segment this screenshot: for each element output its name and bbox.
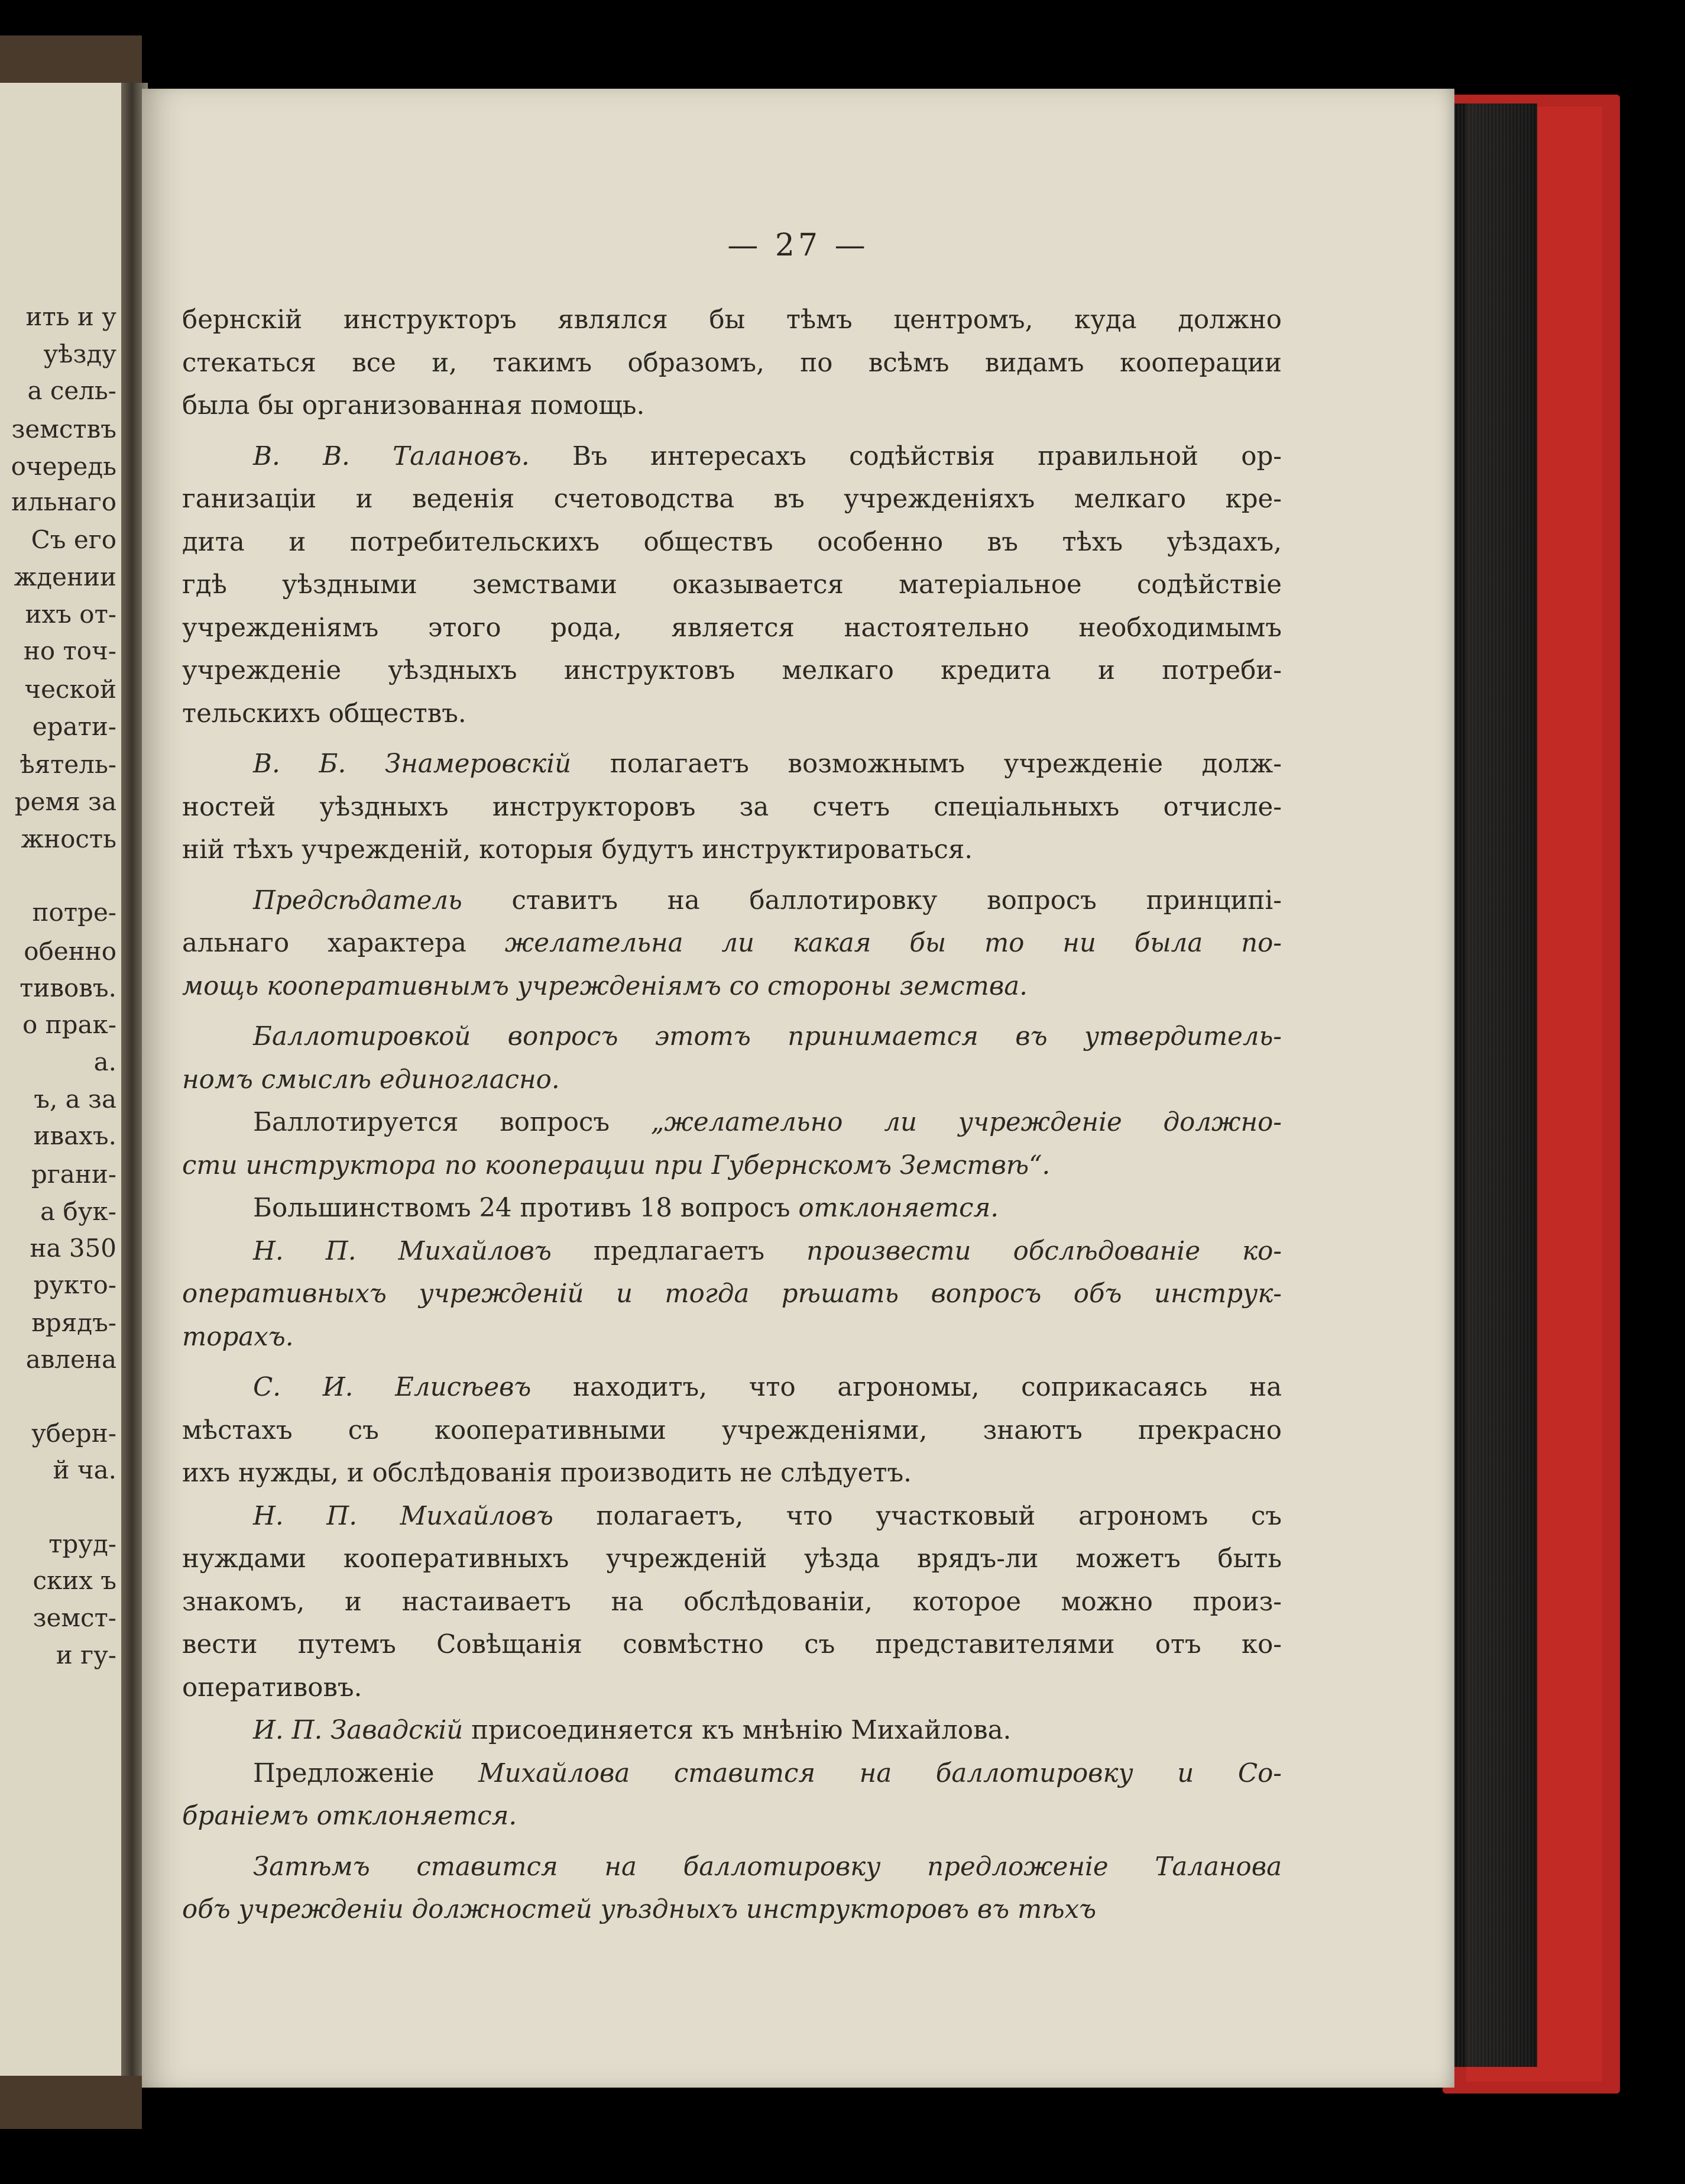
text-line	[182, 435, 1282, 478]
roman-text: присоединяется къ мнѣнію Михайлова.	[463, 1716, 1012, 1745]
facing-page-line: о прак-	[22, 1010, 116, 1039]
roman-text: ихъ нужды, и обслѣдованія производить не слѣдуетъ.	[182, 1458, 912, 1488]
italic-text: номъ смыслѣ единогласно.	[182, 1065, 560, 1095]
facing-page-line: Съ его	[31, 525, 116, 554]
paragraph-p5	[182, 1008, 1282, 1101]
roman-text: ній тѣхъ учрежденій, которыя будутъ инструктироваться.	[182, 835, 973, 865]
roman-text: вести путемъ Совѣщанія совмѣстно съ представителями отъ ко-	[182, 1630, 1282, 1659]
paragraph-gap	[182, 1358, 1282, 1366]
italic-text: Н. П. Михайловъ	[253, 1236, 552, 1266]
text-line	[182, 1888, 1282, 1931]
italic-text: И. П. Завадскій	[253, 1716, 464, 1745]
facing-page-line: ѣятель-	[20, 750, 116, 779]
italic-text: сти инструктора по кооперации при Губернскомъ Земствѣ“.	[182, 1150, 1051, 1180]
text-line	[182, 1144, 1282, 1188]
roman-text: альнаго характера	[182, 928, 505, 958]
roman-text: ставитъ на баллотировку вопросъ принципі-	[462, 885, 1282, 915]
text-line	[182, 693, 1282, 736]
text-line	[182, 521, 1282, 564]
text-line	[182, 649, 1282, 693]
text-line	[182, 965, 1282, 1008]
page-body-text	[182, 299, 1282, 1931]
facing-page-line: обенно	[24, 937, 116, 966]
text-line	[182, 607, 1282, 650]
roman-text: находитъ, что агрономы, соприкасаясь на	[531, 1373, 1282, 1402]
facing-page-line: и гу-	[56, 1641, 116, 1669]
facing-page-line: жность	[21, 824, 116, 853]
italic-text: Предсѣдатель	[253, 885, 462, 915]
text-line	[182, 743, 1282, 786]
book-page	[142, 89, 1454, 2088]
facing-page-line: ждении	[14, 562, 116, 591]
facing-page-line: труд-	[48, 1529, 116, 1558]
facing-page-line: a.	[93, 1047, 116, 1076]
page-edges-highlight	[1466, 103, 1531, 2067]
text-line	[182, 1581, 1282, 1624]
facing-page-line: рукто-	[33, 1270, 116, 1299]
facing-page-line: ческой	[24, 675, 116, 704]
italic-text: торахъ.	[182, 1322, 294, 1352]
facing-page-line: ильнаго	[11, 487, 116, 516]
roman-text: учрежденіямъ этого рода, является настоятельно необходимымъ	[182, 613, 1282, 643]
text-line	[182, 922, 1282, 965]
facing-page-line: ивахъ.	[33, 1121, 116, 1150]
italic-text: мощь кооперативнымъ учрежденіямъ со стороны земства.	[182, 971, 1028, 1001]
paragraph-p3	[182, 735, 1282, 872]
text-line	[182, 1015, 1282, 1059]
text-line	[182, 1273, 1282, 1316]
roman-text: полагаетъ возможнымъ учрежденіе долж-	[571, 749, 1282, 779]
italic-text: отклоняется.	[798, 1193, 999, 1223]
facing-page-line: очередь	[11, 452, 116, 481]
text-line	[182, 1795, 1282, 1838]
roman-text: предлагаетъ	[551, 1236, 807, 1266]
text-line	[182, 564, 1282, 607]
roman-text: тельскихъ обществъ.	[182, 698, 466, 729]
roman-text: была бы организованная помощь.	[182, 391, 645, 420]
text-line	[182, 829, 1282, 872]
roman-text: дита и потребительскихъ обществъ особенно въ тѣхъ уѣздахъ,	[182, 527, 1282, 557]
facing-page-line: а бук-	[40, 1197, 116, 1226]
paragraph-p7	[182, 1187, 1282, 1230]
facing-page-line: уберн-	[31, 1419, 116, 1448]
italic-text: Баллотировкой вопросъ этотъ принимается въ утвердитель-	[253, 1022, 1282, 1051]
facing-page-line: ремя за	[14, 787, 116, 816]
text-line	[182, 1667, 1282, 1710]
text-line	[182, 478, 1282, 521]
facing-page-line: авлена	[25, 1345, 116, 1374]
italic-text: В. Б. Знамеровскій	[253, 749, 572, 779]
roman-text: бернскій инструкторъ являлся бы тѣмъ центромъ, куда должно	[182, 305, 1282, 335]
paragraph-p9	[182, 1358, 1282, 1495]
paragraph-p1	[182, 299, 1282, 428]
facing-page-line: на 350	[30, 1234, 116, 1263]
facing-page-line: а сель-	[27, 376, 116, 405]
text-line	[182, 1752, 1282, 1795]
facing-page-line: врядъ-	[31, 1308, 116, 1337]
facing-page-line: ъ, а за	[34, 1085, 116, 1114]
facing-page-line: ить и у	[25, 302, 116, 331]
roman-text: ганизаціи и веденія счетоводства въ учрежденіяхъ мелкаго кре-	[182, 484, 1282, 514]
italic-text: объ учрежденіи должностей уѣздныхъ инструкторовъ въ тѣхъ	[182, 1895, 1097, 1924]
text-line	[182, 1623, 1282, 1667]
facing-page-line: ерати-	[32, 712, 116, 741]
italic-text: С. И. Елисѣевъ	[253, 1373, 532, 1402]
facing-page-line: но точ-	[23, 636, 116, 665]
roman-text: стекаться все и, такимъ образомъ, по всѣмъ видамъ кооперации	[182, 348, 1282, 378]
italic-text: произвести обслѣдованіе ко-	[806, 1236, 1282, 1266]
paragraph-p13	[182, 1838, 1282, 1931]
text-line	[182, 1846, 1282, 1889]
paragraph-p6	[182, 1101, 1282, 1187]
roman-text: полагаетъ, что участковый агрономъ съ	[553, 1501, 1282, 1531]
facing-page-left	[0, 83, 133, 2076]
facing-page-line: потре-	[32, 898, 116, 927]
roman-text: оперативовъ.	[182, 1672, 362, 1703]
text-line	[182, 1366, 1282, 1409]
italic-text: оперативныхъ учрежденій и тогда рѣшать вопросъ объ инструк-	[182, 1279, 1282, 1309]
facing-page-line: тивовъ.	[20, 973, 116, 1002]
paragraph-gap	[182, 1838, 1282, 1846]
italic-text: В. В. Талановъ.	[253, 441, 530, 471]
text-line	[182, 1316, 1282, 1359]
roman-text: гдѣ уѣздными земствами оказывается матеріальное содѣйствіе	[182, 570, 1282, 600]
italic-text: Затѣмъ ставится на баллотировку предложеніе Таланова	[253, 1852, 1282, 1882]
text-line	[182, 786, 1282, 829]
facing-page-line: ихъ от-	[25, 600, 116, 629]
text-line	[182, 1495, 1282, 1538]
roman-text: учрежденіе уѣздныхъ инструктовъ мелкаго кредита и потреби-	[182, 656, 1282, 685]
facing-page-line: уѣзду	[43, 339, 116, 368]
paragraph-p4	[182, 872, 1282, 1008]
roman-text: Баллотируется вопросъ	[253, 1108, 651, 1137]
facing-page-line: й ча.	[53, 1455, 116, 1484]
text-line	[182, 299, 1282, 342]
italic-text: „желательно ли учрежденіе должно-	[650, 1108, 1282, 1137]
roman-text: ностей уѣздныхъ инструкторовъ за счетъ спеціальныхъ отчисле-	[182, 792, 1282, 822]
page-number: — 27 —	[727, 228, 869, 263]
italic-text: желательна ли какая бы то ни была по-	[504, 928, 1282, 958]
facing-page-line: земст-	[33, 1603, 116, 1632]
text-line	[182, 1452, 1282, 1495]
paragraph-gap	[182, 1008, 1282, 1015]
paragraph-p11	[182, 1709, 1282, 1752]
paragraph-gap	[182, 872, 1282, 879]
text-line	[182, 1409, 1282, 1452]
facing-page-line: ргани-	[31, 1160, 116, 1189]
roman-text: мѣстахъ съ кооперативными учрежденіями, знаютъ прекрасно	[182, 1415, 1282, 1445]
roman-text: Въ интересахъ содѣйствія правильной ор-	[529, 441, 1282, 471]
text-line	[182, 342, 1282, 385]
text-line	[182, 1101, 1282, 1144]
roman-text: нуждами кооперативныхъ учрежденій уѣзда врядъ-ли можетъ быть	[182, 1544, 1282, 1574]
paragraph-p12	[182, 1752, 1282, 1838]
italic-text: браніемъ отклоняется.	[182, 1801, 517, 1831]
text-line	[182, 1059, 1282, 1102]
roman-text: Большинствомъ 24 противъ 18 вопросъ	[253, 1193, 799, 1223]
paragraph-gap	[182, 735, 1282, 743]
facing-page-line: земствъ	[11, 415, 116, 444]
paragraph-p8	[182, 1230, 1282, 1359]
facing-page-line: ских ъ	[33, 1566, 116, 1595]
roman-text: знакомъ, и настаиваетъ на обслѣдованіи, которое можно произ-	[182, 1587, 1282, 1617]
paragraph-p2	[182, 428, 1282, 736]
text-line	[182, 1709, 1282, 1752]
roman-text: Предложеніе	[253, 1758, 479, 1788]
italic-text: Н. П. Михайловъ	[253, 1501, 553, 1531]
text-line	[182, 879, 1282, 923]
italic-text: Михайлова ставится на баллотировку и Со-	[478, 1758, 1282, 1788]
text-line	[182, 1230, 1282, 1273]
text-line	[182, 1187, 1282, 1230]
paragraph-gap	[182, 428, 1282, 435]
paragraph-p10	[182, 1495, 1282, 1710]
text-line	[182, 1538, 1282, 1581]
text-line	[182, 384, 1282, 428]
